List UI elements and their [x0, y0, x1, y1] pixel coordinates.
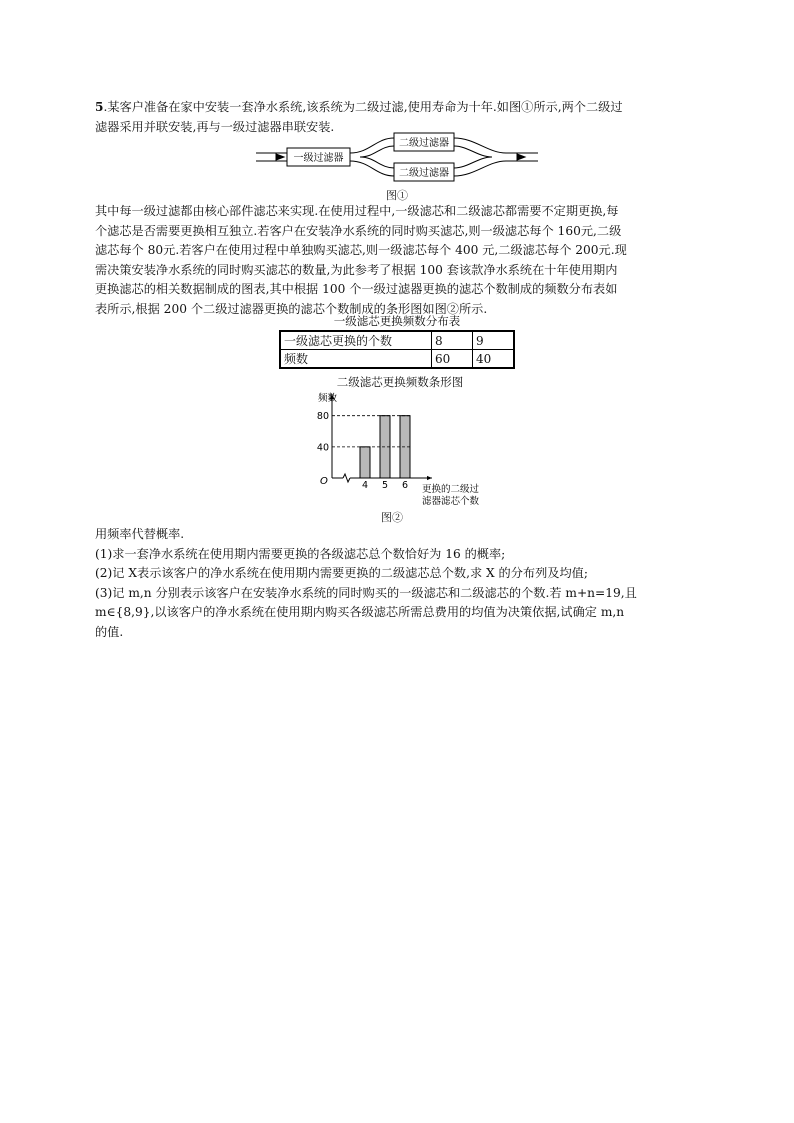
- origin-label: O: [320, 476, 328, 487]
- bar-chart: [0, 388, 794, 513]
- table-title: 一级滤芯更换频数分布表: [333, 314, 461, 328]
- x-tick-label: 4: [361, 480, 369, 491]
- axis-break: [343, 474, 350, 482]
- filter-diagram: [0, 128, 794, 188]
- body-line: 表所示,根据 200 个二级过滤器更换的滤芯个数制成的条形图如图②所示.: [95, 301, 488, 316]
- figure1-caption: 图①: [386, 189, 408, 202]
- problem-number: 5: [95, 100, 104, 114]
- body-line: 需决策安装净水系统的同时购买滤芯的数量,为此参考了根据 100 套该款净水系统在十年使用期内: [95, 262, 618, 277]
- intro-line-2: 滤器采用并联安装,再与一级过滤器串联安装.: [95, 119, 335, 134]
- table-cell: 60: [432, 350, 473, 369]
- problem-body: [95, 202, 700, 319]
- stage2-top-label: 二级过滤器: [399, 138, 449, 149]
- body-line: 滤芯每个 80元.若客户在使用过程中单独购买滤芯,则一级滤芯每个 400 元,二级滤芯每个 200元.现: [95, 243, 627, 257]
- y-axis-label: 频数: [318, 393, 338, 404]
- body-line: 其中每一级过滤都由核心部件滤芯来实现.在使用过程中,一级滤芯和二级滤芯都需要不定期更换,每: [95, 204, 619, 218]
- table-cell: 9: [473, 331, 515, 350]
- x-tick-label: 6: [401, 480, 409, 491]
- table-row: [280, 331, 514, 350]
- table-cell: 一级滤芯更换的个数: [280, 331, 432, 350]
- table-cell: 40: [473, 350, 515, 369]
- questions: [95, 525, 700, 642]
- body-line: 个滤芯是否需要更换相互独立.若客户在安装净水系统的同时购买滤芯,则一级滤芯每个 160元,二级: [95, 223, 622, 238]
- question-3-line2: m∈{8,9},以该客户的净水系统在使用期内购买各级滤芯所需总费用的均值为决策依据,试确定 m,n: [95, 605, 625, 619]
- chart-title: 二级滤芯更换频数条形图: [336, 375, 464, 389]
- stage2-bottom-label: 二级过滤器: [399, 168, 449, 179]
- x-axis-label-line1: 更换的二级过: [422, 484, 480, 495]
- intro-line-1: .某客户准备在家中安装一套净水系统,该系统为二级过滤,使用寿命为十年.如图①所示,两个二级过: [103, 100, 623, 114]
- table-cell: 频数: [280, 350, 432, 369]
- stage1-label: 一级过滤器: [293, 153, 344, 164]
- frequency-table: [279, 330, 515, 369]
- table-row: [280, 350, 514, 369]
- y-tick-label: 40: [316, 442, 329, 454]
- question-1: (1)求一套净水系统在使用期内需要更换的各级滤芯总个数恰好为 16 的概率;: [95, 546, 506, 561]
- bar: [360, 447, 370, 478]
- body-line: 更换滤芯的相关数据制成的图表,其中根据 100 个一级过滤器更换的滤芯个数制成的频数分布表如: [95, 282, 618, 296]
- x-tick-label: 5: [381, 480, 389, 491]
- chart-plot: [317, 394, 432, 491]
- figure2-caption: 图②: [381, 511, 403, 524]
- question-2: (2)记 X表示该客户的净水系统在使用期内需要更换的二级滤芯总个数,求 X 的分布列及均值;: [95, 566, 588, 580]
- x-axis-label-line2: 滤器滤芯个数: [422, 496, 480, 507]
- question-3-line3: 的值.: [95, 624, 124, 639]
- questions-lead: 用频率代替概率.: [95, 527, 185, 541]
- table-cell: 8: [432, 331, 473, 350]
- question-3-line1: (3)记 m,n 分别表示该客户在安装净水系统的同时购买的一级滤芯和二级滤芯的个数.若 m+n=19,且: [95, 585, 637, 600]
- y-tick-label: 80: [316, 411, 329, 423]
